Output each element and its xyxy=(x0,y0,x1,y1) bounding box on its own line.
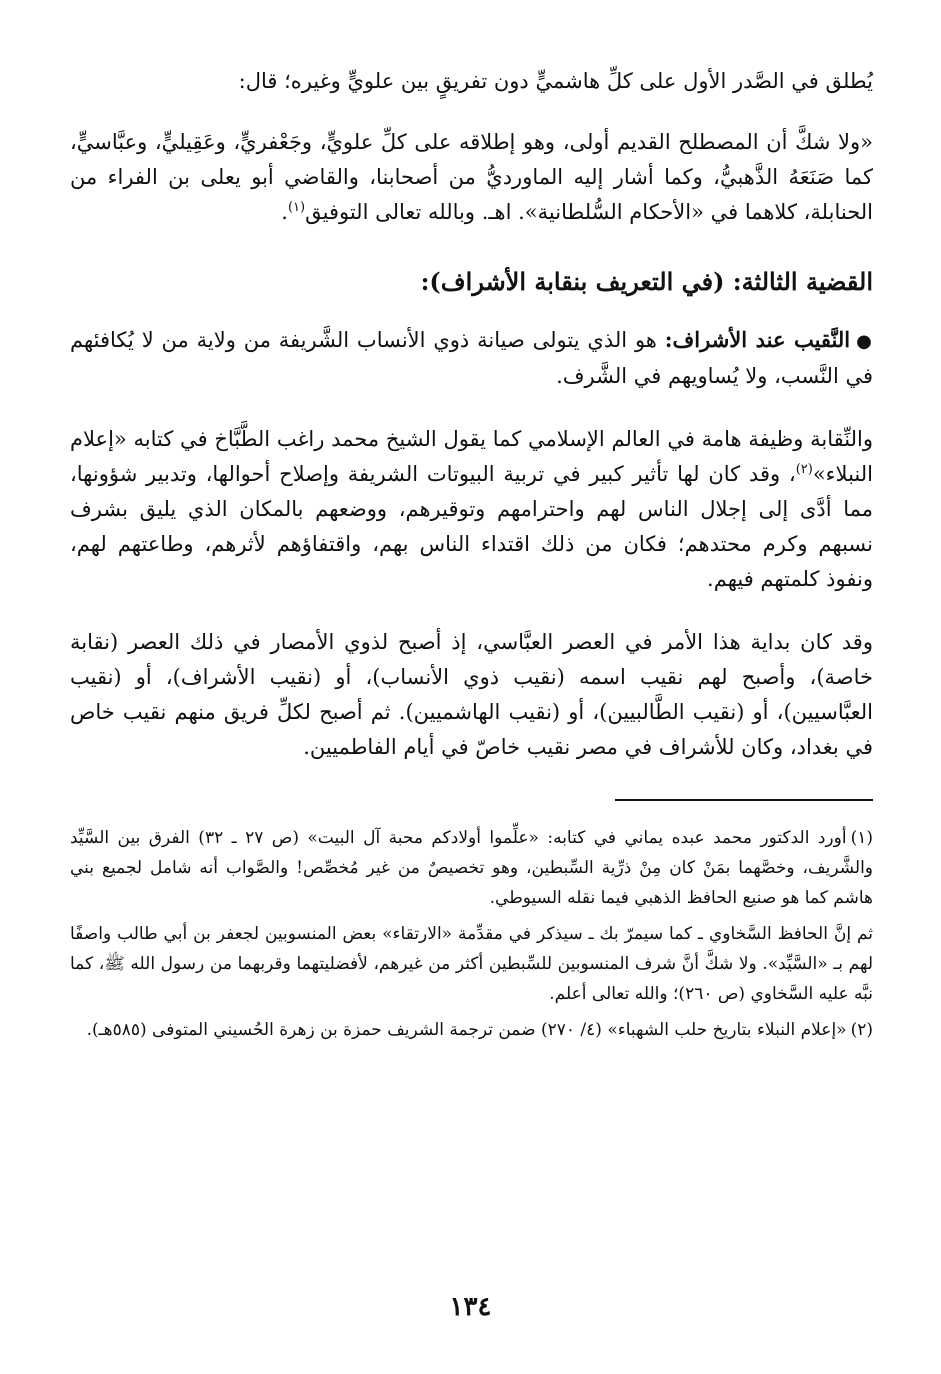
body-paragraph-1-part-2: ، وقد كان لها تأثير كبير في تربية البيوتات الشريفة وإصلاح أحوالها، وتدبير شؤونها، مما أدَّى إلى إجلال الناس لهم واحترامهم وتوقيرهم، ووضعهم بالمكان الذي يليق بشرف نسبهم وكرم محتدهم؛ فكان من ذلك اقتداء الناس بهم، واقتفاؤهم لأثرهم، وطاعتهم لهم، ونفوذ كلمتهم فيهم. xyxy=(70,462,873,591)
quote-end: . xyxy=(281,200,288,224)
page-number: ١٣٤ xyxy=(449,1292,492,1322)
footnote-2-number: (٢) xyxy=(850,1020,873,1040)
footnote-1 xyxy=(70,823,873,913)
footnote-1-continuation: ثم إنَّ الحافظ السَّخاوي ـ كما سيمرّ بك ـ سيذكر في مقدِّمة «الارتقاء» بعض المنسوبين لجعفر بن أبي طالب واصفًا لهم بـ «السَّيِّد». ولا شكَّ أنَّ شرف المنسوبين للسِّبطين أكثر من غيرهم، لأفضليتهما وقربهما من رسول الله ﷺ، كما نبَّه عليه السَّخاوي (ص ٢٦٠)؛ والله تعالى أعلم. xyxy=(70,924,873,1004)
body-paragraph-1 xyxy=(70,422,873,597)
body-paragraph-1-part-1: والنِّقابة وظيفة هامة في العالم الإسلامي كما يقول الشيخ محمد راغب الطَّبَّاخ في كتابه «إعلام النبلاء» xyxy=(70,427,873,486)
definition-term: النَّقيب عند الأشراف: xyxy=(664,327,851,352)
quote-text: «ولا شكَّ أن المصطلح القديم أولى، وهو إطلاقه على كلِّ علويٍّ، وجَعْفريٍّ، وعَقِيليٍّ، وعبَّاسيٍّ، كما صَنَعَهُ الذَّهبيُّ، وكما أشار إليه الماورديُّ من أصحابنا، والقاضي أبو يعلى بن الفراء من الحنابلة، كلاهما في «الأحكام السُّلطانية». اهـ. وبالله تعالى التوفيق xyxy=(70,130,873,224)
section-heading: القضية الثالثة: (في التعريف بنقابة الأشراف): xyxy=(420,267,873,296)
footnote-2 xyxy=(70,1015,873,1045)
body-paragraph-2: وقد كان بداية هذا الأمر في العصر العبَّاسي، إذ أصبح لذوي الأمصار في ذلك العصر (نقابة خاصة)، وأصبح لهم نقيب اسمه (نقيب ذوي الأنساب)، أو (نقيب الأشراف)، أو (نقيب العبَّاسيين)، أو (نقيب الطَّالبيين)، أو (نقيب الهاشميين). ثم أصبح لكلِّ فريق منهم نقيب خاص في بغداد، وكان للأشراف في مصر نقيب خاصّ في أيام الفاطميين. xyxy=(70,630,873,759)
footnotes xyxy=(70,823,873,1045)
footnote-1-text: أورد الدكتور محمد عبده يماني في كتابه: «علِّموا أولادكم محبة آل البيت» (ص ٢٧ ـ ٣٢) الفرق بين السَّيِّد والشَّريف، وخصَّهما بمَنْ كان مِنْ ذرِّية السِّبطين، وهو تخصيصٌ من غير مُخصِّص! والصَّواب أنه شامل لجميع بني هاشم كما هو صنيع الحافظ الذهبي فيما نقله السيوطي. xyxy=(70,828,873,908)
footnote-1-number: (١) xyxy=(850,828,873,848)
footnote-ref-1: (١) xyxy=(287,200,306,215)
definition-text: هو الذي يتولى صيانة ذوي الأنساب الشَّريفة من ولاية من لا يُكافئهم في النَّسب، ولا يُساويهم في الشَّرف. xyxy=(70,328,873,388)
footnote-2-text: «إعلام النبلاء بتاريخ حلب الشهباء» (٤/ ٢٧٠) ضمن ترجمة الشريف حمزة بن زهرة الحُسيني المتوفى (٥٨٥هـ). xyxy=(86,1020,847,1040)
definition-paragraph xyxy=(70,322,873,394)
bullet-icon: ● xyxy=(856,331,874,352)
intro-paragraph: يُطلق في الصَّدر الأول على كلِّ هاشميٍّ دون تفريقٍ بين علويٍّ وغيره؛ قال: xyxy=(238,69,873,93)
footnote-ref-2: (٢) xyxy=(795,462,813,477)
quote-paragraph xyxy=(70,125,873,230)
footnote-divider xyxy=(615,799,873,801)
